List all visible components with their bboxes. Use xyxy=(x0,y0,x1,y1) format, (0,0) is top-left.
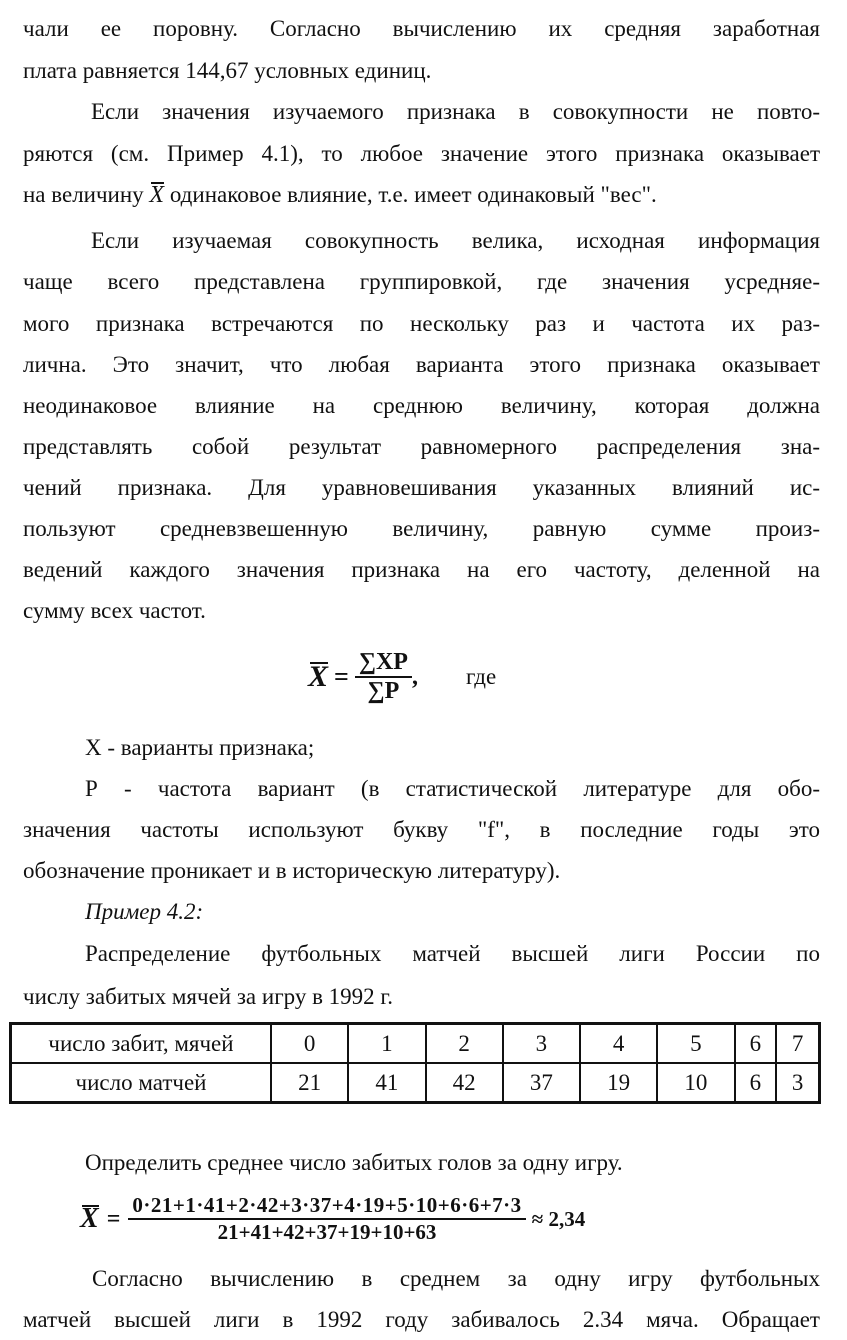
text-line: числу забитых мячей за игру в 1992 г. xyxy=(23,984,394,1009)
text-line: чений признака. Для уравновешивания указанных влияний ис- xyxy=(23,475,820,500)
text-line: плата равняется 144,67 условных единиц. xyxy=(23,58,432,83)
table-cell: 6 xyxy=(735,1024,777,1064)
text-line: Если значения изучаемого признака в совокупности не повто- xyxy=(91,99,820,124)
row-label-matches: число матчей xyxy=(11,1063,272,1103)
formula-fraction xyxy=(355,649,412,705)
text-line: обозначение проникает и в историческую литературу). xyxy=(23,858,561,883)
weighted-mean-formula xyxy=(308,642,496,712)
mean-calculation-formula xyxy=(80,1186,585,1252)
text-line: мого признака встречаются по нескольку раз и частота их раз- xyxy=(23,311,820,336)
table-cell: 1 xyxy=(348,1024,425,1064)
text-line: представлять собой результат равномерного распределения зна- xyxy=(23,434,820,459)
table-cell: 41 xyxy=(348,1063,425,1103)
table-row xyxy=(11,1063,820,1103)
formula-where: где xyxy=(465,664,497,689)
text-segment: на величину xyxy=(23,182,144,207)
text-line: матчей высшей лиги в 1992 году забивалось 2.34 мяча. Обращает xyxy=(23,1307,820,1332)
x-bar-symbol: X xyxy=(149,182,165,208)
example-heading: Пример 4.2: xyxy=(85,899,204,924)
table-cell: 10 xyxy=(657,1063,734,1103)
formula-numerator: ∑XP xyxy=(355,649,412,678)
text-line: значения частоты используют букву "f", в последние годы это xyxy=(23,817,820,842)
formula-result: ≈ 2,34 xyxy=(531,1206,586,1231)
table-cell: 0 xyxy=(271,1024,348,1064)
formula-lhs: X xyxy=(308,660,329,693)
formula-numerator: 0·21+1·41+2·42+3·37+4·19+5·10+6·6+7·3 xyxy=(128,1193,525,1220)
goals-distribution-table xyxy=(9,1022,821,1104)
text-line: сумму всех частот. xyxy=(23,598,206,623)
formula-lhs: X xyxy=(80,1203,99,1234)
text-line: чаще всего представлена группировкой, где значения усредняе- xyxy=(23,269,820,294)
text-line: неодинаковое влияние на среднюю величину, которая должна xyxy=(23,393,820,418)
text-line: пользуют средневзвешенную величину, равную сумме произ- xyxy=(23,516,820,541)
table-cell: 6 xyxy=(735,1063,777,1103)
table-cell: 7 xyxy=(776,1024,819,1064)
text-line: ведений каждого значения признака на его частоту, деленной на xyxy=(23,557,820,582)
formula-denominator: 21+41+42+37+19+10+63 xyxy=(217,1220,437,1244)
table-cell: 3 xyxy=(776,1063,819,1103)
table-cell: 37 xyxy=(503,1063,580,1103)
table-cell: 4 xyxy=(580,1024,657,1064)
text-line: X - варианты признака; xyxy=(85,735,315,760)
text-line: Если изучаемая совокупность велика, исходная информация xyxy=(91,228,820,253)
text-line: ряются (см. Пример 4.1), то любое значение этого признака оказывает xyxy=(23,141,820,166)
formula-denominator: ∑P xyxy=(367,678,400,704)
text-line: Согласно вычислению в среднем за одну игру футбольных xyxy=(92,1266,820,1291)
table-cell: 5 xyxy=(657,1024,734,1064)
formula-equals: = xyxy=(334,662,349,691)
table-cell: 2 xyxy=(426,1024,503,1064)
row-label-goals: число забит, мячей xyxy=(11,1024,272,1064)
formula-comma: , xyxy=(411,663,418,690)
text-line: Определить среднее число забитых голов за одну игру. xyxy=(85,1150,623,1175)
table-cell: 19 xyxy=(580,1063,657,1103)
formula-fraction xyxy=(128,1193,525,1245)
table-cell: 3 xyxy=(503,1024,580,1064)
table-cell: 21 xyxy=(271,1063,348,1103)
text-line: Распределение футбольных матчей высшей лиги России по xyxy=(85,941,820,966)
text-line xyxy=(23,180,657,210)
text-line: чали ее поровну. Согласно вычислению их средняя заработная xyxy=(23,16,820,41)
text-line: Р - частота вариант (в статистической литературе для обо- xyxy=(85,776,820,801)
formula-equals: = xyxy=(106,1205,121,1232)
text-segment: одинаковое влияние, т.е. имеет одинаковый "вес". xyxy=(169,182,657,207)
table-row xyxy=(11,1024,820,1064)
table-cell: 42 xyxy=(426,1063,503,1103)
text-line: лична. Это значит, что любая варианта этого признака оказывает xyxy=(23,352,820,377)
